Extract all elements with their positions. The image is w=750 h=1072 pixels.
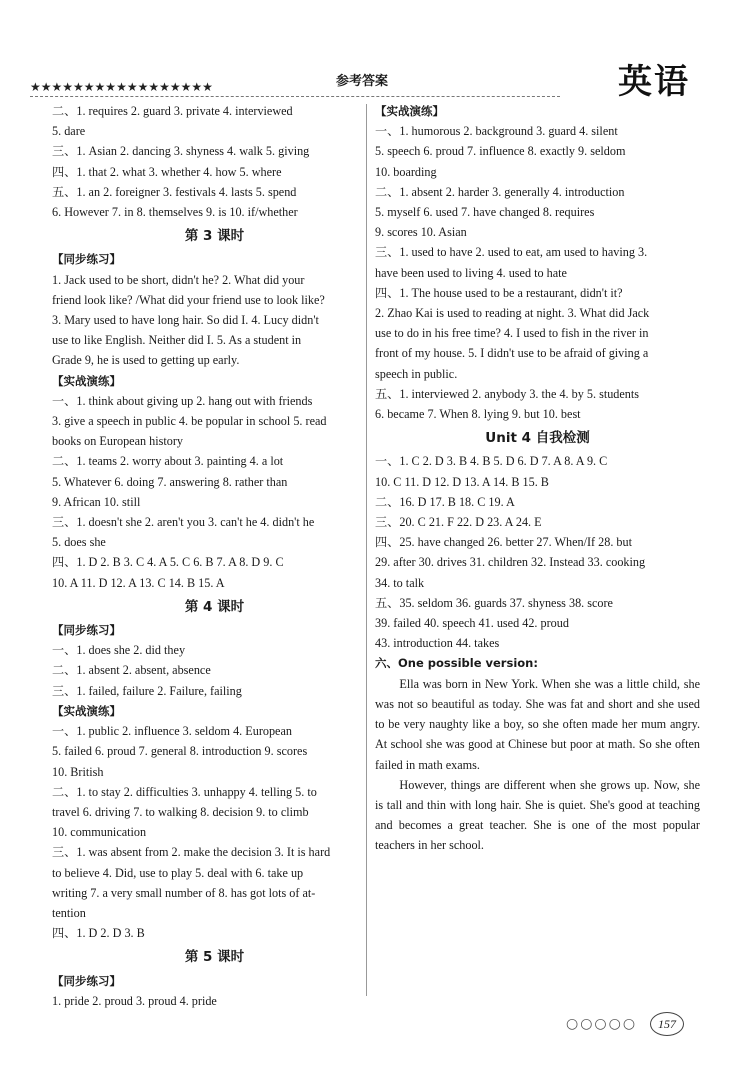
right-column	[375, 101, 700, 856]
answer-line: 三、20. C 21. F 22. D 23. A 24. E	[375, 515, 542, 530]
answer-line: 二、1. teams 2. worry about 3. painting 4. a lot	[52, 454, 284, 469]
left-column	[52, 101, 377, 1011]
answer-line: use to like English. Neither did I. 5. As a student in	[52, 333, 302, 348]
answer-line: have been used to living 4. used to hate	[375, 265, 567, 280]
answer-line: 三、1. Asian 2. dancing 3. shyness 4. walk 5. giving	[52, 144, 310, 159]
answer-line: travel 6. driving 7. to walking 8. decision 9. to climb	[52, 804, 309, 819]
answer-line: 四、1. D 2. D 3. B	[52, 926, 145, 941]
header-title: 参考答案	[336, 74, 389, 89]
column-divider	[366, 104, 367, 996]
answer-line: 三、1. used to have 2. used to eat, am used to having 3.	[375, 245, 648, 260]
answer-line: 34. to talk	[375, 575, 425, 590]
answer-line: 10. boarding	[375, 164, 437, 179]
answer-line: 29. after 30. drives 31. children 32. Instead 33. cooking	[375, 555, 646, 570]
answer-line: 2. Zhao Kai is used to reading at night. 3. What did Jack	[375, 306, 650, 321]
answer-line: 一、1. public 2. influence 3. seldom 4. European	[52, 724, 292, 739]
star-row-decoration: ★★★★★★★★★★★★★★★★★	[30, 80, 213, 94]
answer-line: 三、1. doesn't she 2. aren't you 3. can't he 4. didn't he	[52, 515, 315, 530]
answer-line: 5. failed 6. proud 7. general 8. introduction 9. scores	[52, 744, 308, 759]
answer-line: 5. dare	[52, 124, 86, 139]
section-tag: 【同步练习】	[52, 973, 121, 988]
answer-line: 三、1. was absent from 2. make the decision 3. It is hard	[52, 845, 331, 860]
answer-line: friend look like? /What did your friend use to look like?	[52, 292, 325, 307]
footer-circles-decoration: ○○○○○	[566, 1016, 638, 1032]
answer-line: 10. A 11. D 12. A 13. C 14. B 15. A	[52, 575, 225, 590]
answer-line: 四、1. D 2. B 3. C 4. A 5. C 6. B 7. A 8. D 9. C	[52, 555, 284, 570]
answer-line: 1. pride 2. proud 3. proud 4. pride	[52, 993, 217, 1008]
answer-line: tention	[52, 905, 86, 920]
answer-line: 10. British	[52, 764, 104, 779]
answer-line: 一、1. think about giving up 2. hang out with friends	[52, 393, 313, 408]
page-header	[30, 58, 710, 106]
answer-line: 四、1. The house used to be a restaurant, didn't it?	[375, 285, 623, 300]
answer-line: 1. Jack used to be short, didn't he? 2. What did your	[52, 272, 305, 287]
section-tag: 【同步练习】	[52, 623, 121, 638]
answer-line: 五、1. interviewed 2. anybody 3. the 4. by 5. students	[375, 386, 640, 401]
answer-line: 五、1. an 2. foreigner 3. festivals 4. lasts 5. spend	[52, 184, 297, 199]
header-rule	[30, 96, 560, 97]
answer-line: 三、1. failed, failure 2. Failure, failing	[52, 683, 242, 698]
sample-essay	[375, 653, 700, 855]
answer-line: 二、16. D 17. B 18. C 19. A	[375, 494, 515, 509]
answer-line: 9. African 10. still	[52, 494, 141, 509]
answer-line: 二、1. absent 2. absent, absence	[52, 663, 211, 678]
section-tag: 【实战演练】	[52, 373, 121, 388]
page-number: 157	[650, 1012, 684, 1036]
section-tag: 【实战演练】	[375, 104, 444, 118]
answer-line: writing 7. a very small number of 8. has got lots of at-	[52, 885, 316, 900]
answer-line: 5. speech 6. proud 7. influence 8. exactly 9. seldom	[375, 144, 626, 159]
answer-line: 3. Mary used to have long hair. So did I. 4. Lucy didn't	[52, 313, 319, 328]
answer-line: 6. became 7. When 8. lying 9. but 10. best	[375, 407, 581, 422]
section-heading: 第 5 课时	[184, 949, 245, 966]
answer-line: 3. give a speech in public 4. be popular in school 5. read	[52, 414, 327, 429]
section-heading: 第 3 课时	[184, 228, 245, 245]
answer-line: 5. does she	[52, 535, 106, 550]
section-heading: Unit 4 自我检测	[485, 430, 590, 447]
answer-line: 9. scores 10. Asian	[375, 225, 467, 240]
answer-line: 一、1. humorous 2. background 3. guard 4. silent	[375, 124, 618, 139]
answer-line: 39. failed 40. speech 41. used 42. proud	[375, 616, 569, 631]
right-answer-lines	[375, 101, 700, 653]
section-tag: 【实战演练】	[52, 703, 121, 718]
answer-line: 一、1. C 2. D 3. B 4. B 5. D 6. D 7. A 8. A 9. C	[375, 454, 608, 469]
essay-paragraph-2: However, things are different when she grows up. Now, she is tall and thin with long hair. She is quiet. She's good at teaching and becomes a great teacher. She is one of the most popular teachers in her school.	[375, 777, 700, 853]
answer-line: 四、25. have changed 26. better 27. When/If 28. but	[375, 535, 632, 550]
answer-line: use to do in his free time? 4. I used to fish in the river in	[375, 326, 649, 341]
answer-line: 二、1. requires 2. guard 3. private 4. interviewed	[52, 104, 293, 118]
answer-line: 二、1. to stay 2. difficulties 3. unhappy 4. telling 5. to	[52, 784, 317, 799]
answer-line: 五、35. seldom 36. guards 37. shyness 38. score	[375, 595, 613, 610]
answer-line: 10. C 11. D 12. D 13. A 14. B 15. B	[375, 474, 549, 489]
answer-line: to believe 4. Did, use to play 5. deal with 6. take up	[52, 865, 304, 880]
essay-paragraph-1: Ella was born in New York. When she was a little child, she was not so beautiful as today. She was fat and short and she used to be very naughty like a boy, so she often made her mum angry. At school she was good at Chinese but poor at math. So she often failed in math exams.	[375, 676, 700, 772]
answer-line: front of my house. 5. I didn't use to be afraid of giving a	[375, 346, 649, 361]
answer-line: books on European history	[52, 434, 183, 449]
answer-line: 6. However 7. in 8. themselves 9. is 10. if/whether	[52, 205, 298, 220]
answer-line: speech in public.	[375, 366, 458, 381]
answer-line: Grade 9, he is used to getting up early.	[52, 353, 240, 368]
answer-line: 10. communication	[52, 825, 147, 840]
answer-line: 一、1. does she 2. did they	[52, 643, 186, 658]
essay-label: 六、One possible version:	[375, 656, 538, 671]
answer-line: 二、1. absent 2. harder 3. generally 4. introduction	[375, 184, 625, 199]
section-tag: 【同步练习】	[52, 252, 121, 267]
answer-line: 四、1. that 2. what 3. whether 4. how 5. where	[52, 164, 282, 179]
brand-logo: 英语	[618, 62, 690, 102]
answer-line: 5. Whatever 6. doing 7. answering 8. rather than	[52, 474, 288, 489]
answer-line: 5. myself 6. used 7. have changed 8. requires	[375, 205, 595, 220]
section-heading: 第 4 课时	[184, 598, 245, 615]
answer-line: 43. introduction 44. takes	[375, 636, 500, 651]
